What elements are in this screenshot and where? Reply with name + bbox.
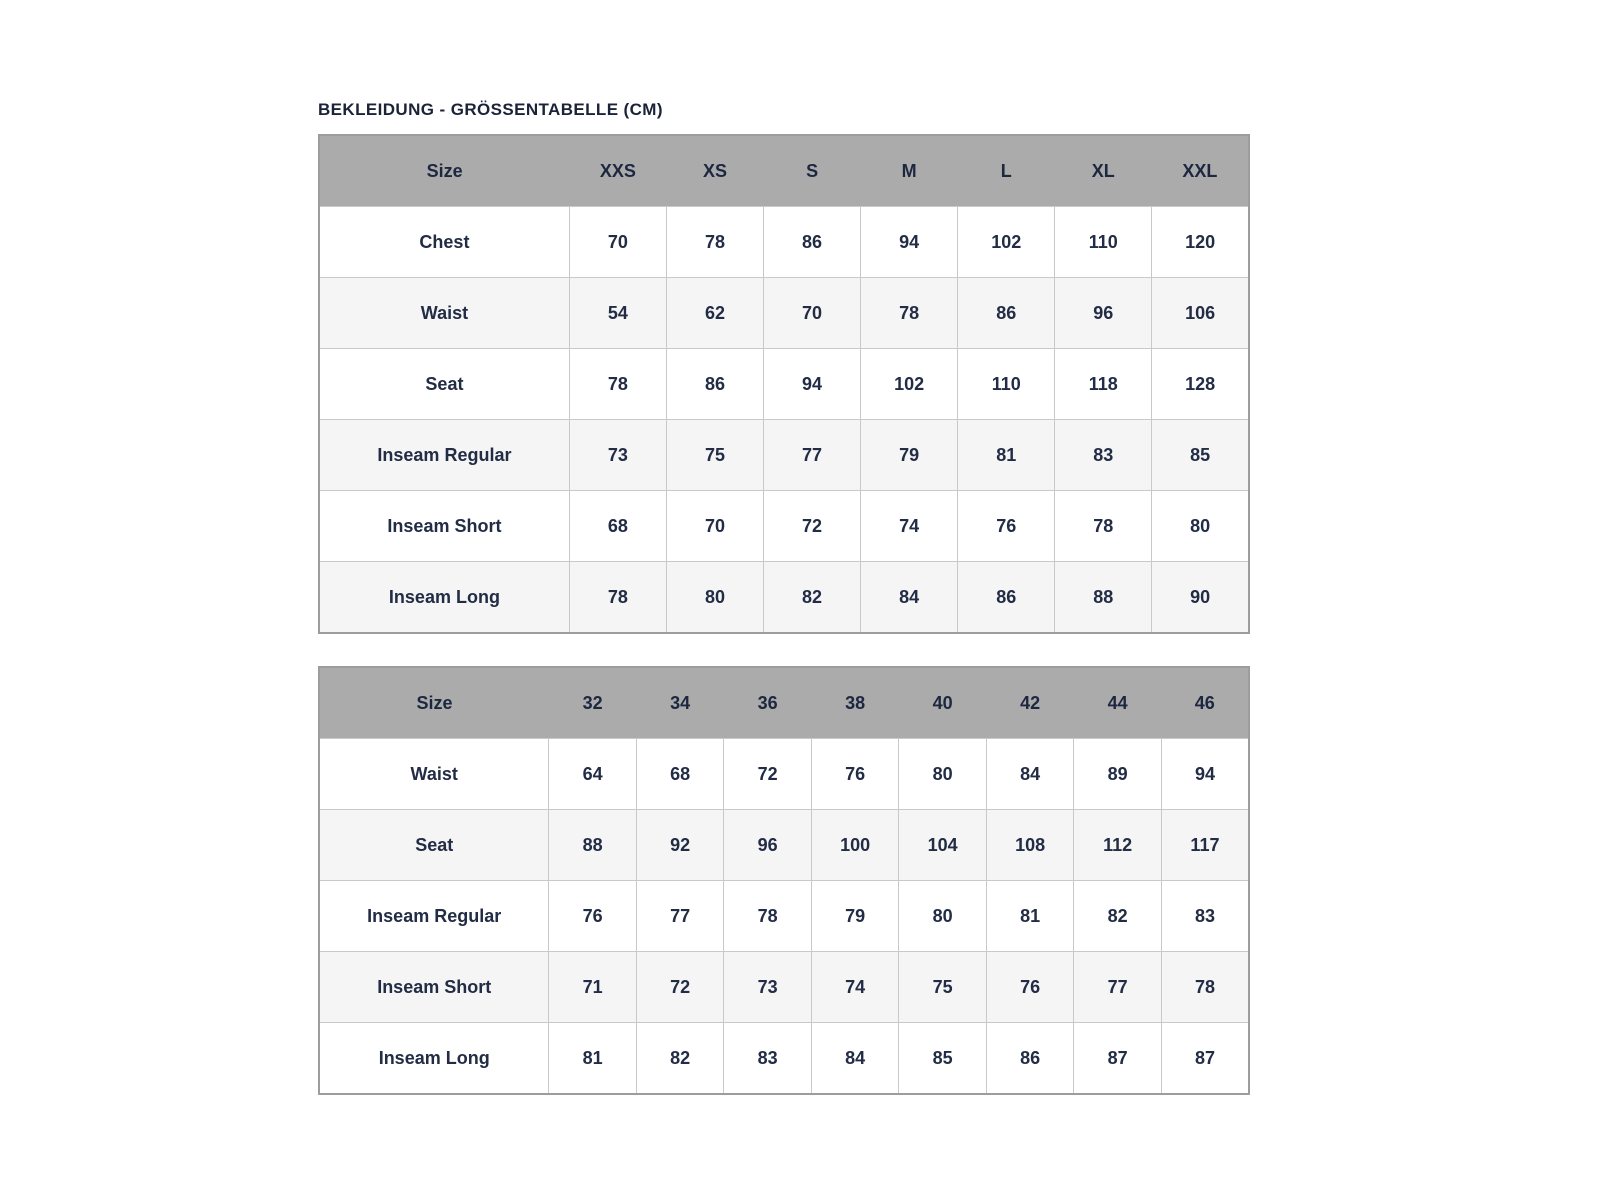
measurement-value: 75 [899,952,987,1023]
measurement-value: 80 [899,881,987,952]
table-row [319,278,1249,349]
measurement-value: 86 [666,349,763,420]
size-column-header: 40 [899,667,987,739]
measurement-value: 78 [1161,952,1249,1023]
measurement-value: 104 [899,810,987,881]
measurement-value: 71 [549,952,637,1023]
measurement-value: 110 [1055,207,1152,278]
size-column-header: 32 [549,667,637,739]
measurement-value: 128 [1152,349,1249,420]
measurement-label: Waist [319,278,569,349]
measurement-value: 78 [569,562,666,634]
measurement-value: 86 [764,207,861,278]
measurement-value: 94 [1161,739,1249,810]
size-column-header: 38 [811,667,899,739]
table-row [319,952,1249,1023]
measurement-value: 70 [666,491,763,562]
page-title: BEKLEIDUNG - GRÖSSENTABELLE (CM) [318,100,663,119]
measurement-value: 73 [724,952,812,1023]
measurement-value: 76 [811,739,899,810]
measurement-label: Seat [319,810,549,881]
measurement-label: Inseam Regular [319,420,569,491]
measurement-value: 76 [958,491,1055,562]
measurement-value: 88 [1055,562,1152,634]
measurement-value: 94 [764,349,861,420]
measurement-value: 78 [724,881,812,952]
measurement-value: 78 [569,349,666,420]
measurement-value: 75 [666,420,763,491]
numeric-size-table-body [319,739,1249,1095]
measurement-value: 72 [764,491,861,562]
table-row [319,739,1249,810]
measurement-value: 82 [636,1023,724,1095]
measurement-value: 120 [1152,207,1249,278]
size-column-header: 34 [636,667,724,739]
measurement-value: 72 [724,739,812,810]
measurement-label: Inseam Long [319,562,569,634]
letter-size-table-header [319,135,1249,207]
measurement-value: 87 [1161,1023,1249,1095]
measurement-value: 80 [666,562,763,634]
measurement-label: Waist [319,739,549,810]
measurement-value: 90 [1152,562,1249,634]
measurement-value: 92 [636,810,724,881]
measurement-value: 82 [1074,881,1162,952]
measurement-label: Seat [319,349,569,420]
measurement-value: 83 [724,1023,812,1095]
measurement-value: 82 [764,562,861,634]
measurement-value: 83 [1055,420,1152,491]
measurement-value: 70 [764,278,861,349]
size-column-header: XL [1055,135,1152,207]
measurement-value: 79 [861,420,958,491]
size-header-label: Size [319,667,549,739]
table-row [319,420,1249,491]
table-row [319,881,1249,952]
measurement-value: 78 [1055,491,1152,562]
numeric-size-table [318,666,1250,1095]
size-column-header: XXL [1152,135,1249,207]
size-column-header: 44 [1074,667,1162,739]
measurement-value: 62 [666,278,763,349]
table-row [319,491,1249,562]
measurement-value: 76 [986,952,1074,1023]
size-column-header: M [861,135,958,207]
measurement-value: 118 [1055,349,1152,420]
table-row [319,810,1249,881]
measurement-value: 102 [861,349,958,420]
measurement-value: 96 [724,810,812,881]
size-chart-content [318,100,1250,1095]
measurement-value: 86 [958,562,1055,634]
measurement-label: Chest [319,207,569,278]
measurement-value: 70 [569,207,666,278]
measurement-value: 81 [549,1023,637,1095]
header-row [319,667,1249,739]
measurement-value: 74 [861,491,958,562]
measurement-value: 88 [549,810,637,881]
measurement-value: 78 [666,207,763,278]
size-column-header: 42 [986,667,1074,739]
measurement-value: 112 [1074,810,1162,881]
table-row [319,1023,1249,1095]
measurement-value: 73 [569,420,666,491]
measurement-value: 78 [861,278,958,349]
measurement-value: 96 [1055,278,1152,349]
header-row [319,135,1249,207]
measurement-label: Inseam Short [319,952,549,1023]
measurement-value: 87 [1074,1023,1162,1095]
measurement-value: 74 [811,952,899,1023]
measurement-value: 81 [958,420,1055,491]
size-header-label: Size [319,135,569,207]
measurement-value: 76 [549,881,637,952]
measurement-value: 79 [811,881,899,952]
size-column-header: XXS [569,135,666,207]
measurement-value: 117 [1161,810,1249,881]
size-column-header: L [958,135,1055,207]
measurement-value: 80 [1152,491,1249,562]
size-column-header: 36 [724,667,812,739]
measurement-value: 84 [811,1023,899,1095]
measurement-value: 85 [899,1023,987,1095]
measurement-value: 110 [958,349,1055,420]
measurement-value: 84 [861,562,958,634]
table-row [319,207,1249,278]
measurement-value: 80 [899,739,987,810]
measurement-value: 68 [636,739,724,810]
measurement-value: 84 [986,739,1074,810]
measurement-value: 77 [636,881,724,952]
measurement-value: 77 [1074,952,1162,1023]
measurement-value: 83 [1161,881,1249,952]
measurement-label: Inseam Regular [319,881,549,952]
measurement-value: 106 [1152,278,1249,349]
table-row [319,349,1249,420]
measurement-value: 108 [986,810,1074,881]
measurement-value: 85 [1152,420,1249,491]
measurement-value: 77 [764,420,861,491]
measurement-value: 94 [861,207,958,278]
size-column-header: XS [666,135,763,207]
measurement-value: 81 [986,881,1074,952]
measurement-label: Inseam Long [319,1023,549,1095]
measurement-value: 54 [569,278,666,349]
size-column-header: S [764,135,861,207]
measurement-value: 86 [958,278,1055,349]
letter-size-table-body [319,207,1249,634]
measurement-value: 100 [811,810,899,881]
measurement-value: 68 [569,491,666,562]
measurement-value: 72 [636,952,724,1023]
size-column-header: 46 [1161,667,1249,739]
table-row [319,562,1249,634]
measurement-value: 86 [986,1023,1074,1095]
measurement-label: Inseam Short [319,491,569,562]
letter-size-table [318,134,1250,634]
measurement-value: 64 [549,739,637,810]
measurement-value: 102 [958,207,1055,278]
measurement-value: 89 [1074,739,1162,810]
numeric-size-table-header [319,667,1249,739]
